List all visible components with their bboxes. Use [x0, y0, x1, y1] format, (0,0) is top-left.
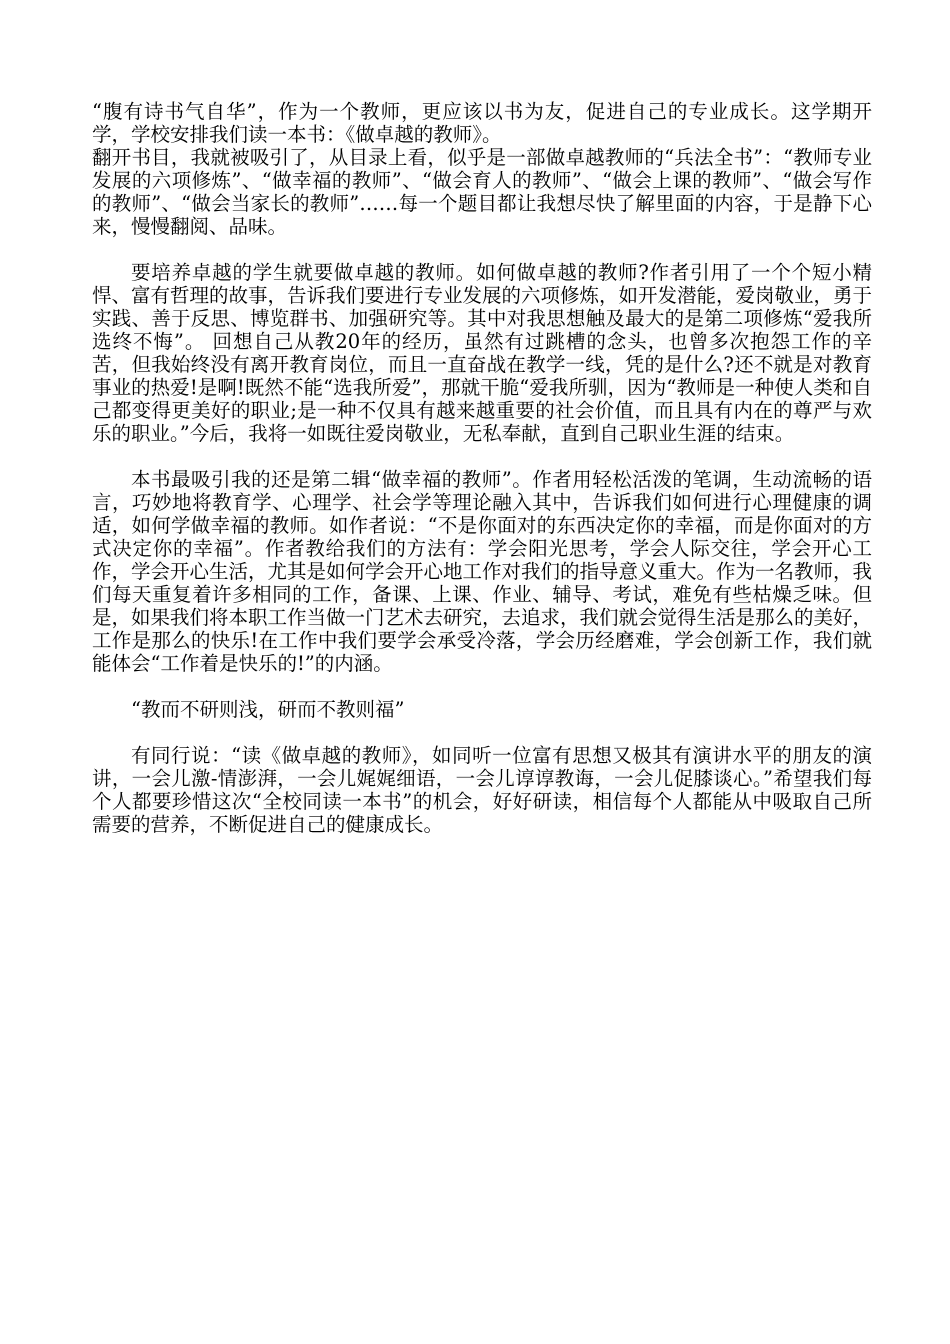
- paragraph-quote-heading: “教而不研则浅，研而不教则福”: [131, 698, 405, 721]
- paragraph-happy-teacher: 本书最吸引我的还是第二辑“做幸福的教师”。作者用轻松活泼的笔调，生动流畅的语言，巧妙地将教育学、心理学、社会学等理论融入其中，告诉我们如何进行心理健康的调适，如何学做幸福的教师。如作者说：“不是你面对的东西决定你的幸福，而是你面对的方式决定你的幸福”。作者教给我们的方法有：学会阳光思考，学会人际交往，学会开心工作，学会开心生活，尤其是如何学会开心地工作对我们的指导意义重大。作为一名教师，我们每天重复着许多相同的工作，备课、上课、作业、辅导、考试，难免有些枯燥乏味。但是，如果我们将本职工作当做一门艺术去研究，去追求，我们就会觉得生活是那么的美好，工作是那么的快乐!在工作中我们要学会承受冷落，学会历经磨难，学会创新工作，我们就能体会“工作着是快乐的!”的内涵。: [92, 468, 873, 675]
- paragraph-spacer: [92, 675, 872, 698]
- paragraph-spacer: [92, 721, 872, 744]
- paragraph-spacer: [92, 445, 872, 468]
- paragraph-conclusion: 有同行说：“读《做卓越的教师》，如同听一位富有思想又极其有演讲水平的朋友的演讲，一会儿激-情澎湃，一会儿娓娓细语，一会儿谆谆教诲，一会儿促膝谈心。”希望我们每个人都要珍惜这次“全校同读一本书”的机会，好好研读，相信每个人都能从中吸取自己所需要的营养，不断促进自己的健康成长。: [92, 744, 872, 836]
- paragraph-table-of-contents: 翻开书目，我就被吸引了，从目录上看，似乎是一部做卓越教师的“兵法全书”：“教师专业发展的六项修炼”、“做幸福的教师”、“做会育人的教师”、“做会上课的教师”、“做会写作的教师”、“做会当家长的教师”……每一个题目都让我想尽快了解里面的内容，于是静下心来，慢慢翻阅、品味。: [92, 146, 872, 238]
- paragraph-spacer: [92, 238, 872, 261]
- paragraph-six-cultivations: 要培养卓越的学生就要做卓越的教师。如何做卓越的教师?作者引用了一个个短小精悍、富有哲理的故事，告诉我们要进行专业发展的六项修炼，如开发潜能，爱岗敬业，勇于实践、善于反思、博览群书、加强研究等。其中对我思想触及最大的是第二项修炼“爱我所选终不悔”。 回想自己从教20年的经历，虽然有过跳槽的念头，也曾多次抱怨工作的辛苦，但我始终没有离开教育岗位，而且一直奋战在教学一线，凭的是什么?还不就是对教育事业的热爱!是啊!既然不能“选我所爱”，那就干脆“爱我所驯，因为“教师是一种使人类和自己都变得更美好的职业;是一种不仅具有越来越重要的社会价值，而且具有内在的尊严与欢乐的职业。”今后，我将一如既往爱岗敬业，无私奉献，直到自己职业生涯的结束。: [92, 261, 873, 445]
- paragraph-intro: “腹有诗书气自华”，作为一个教师，更应该以书为友，促进自己的专业成长。这学期开学，学校安排我们读一本书：《做卓越的教师》。: [92, 100, 872, 146]
- document-page: [92, 100, 872, 836]
